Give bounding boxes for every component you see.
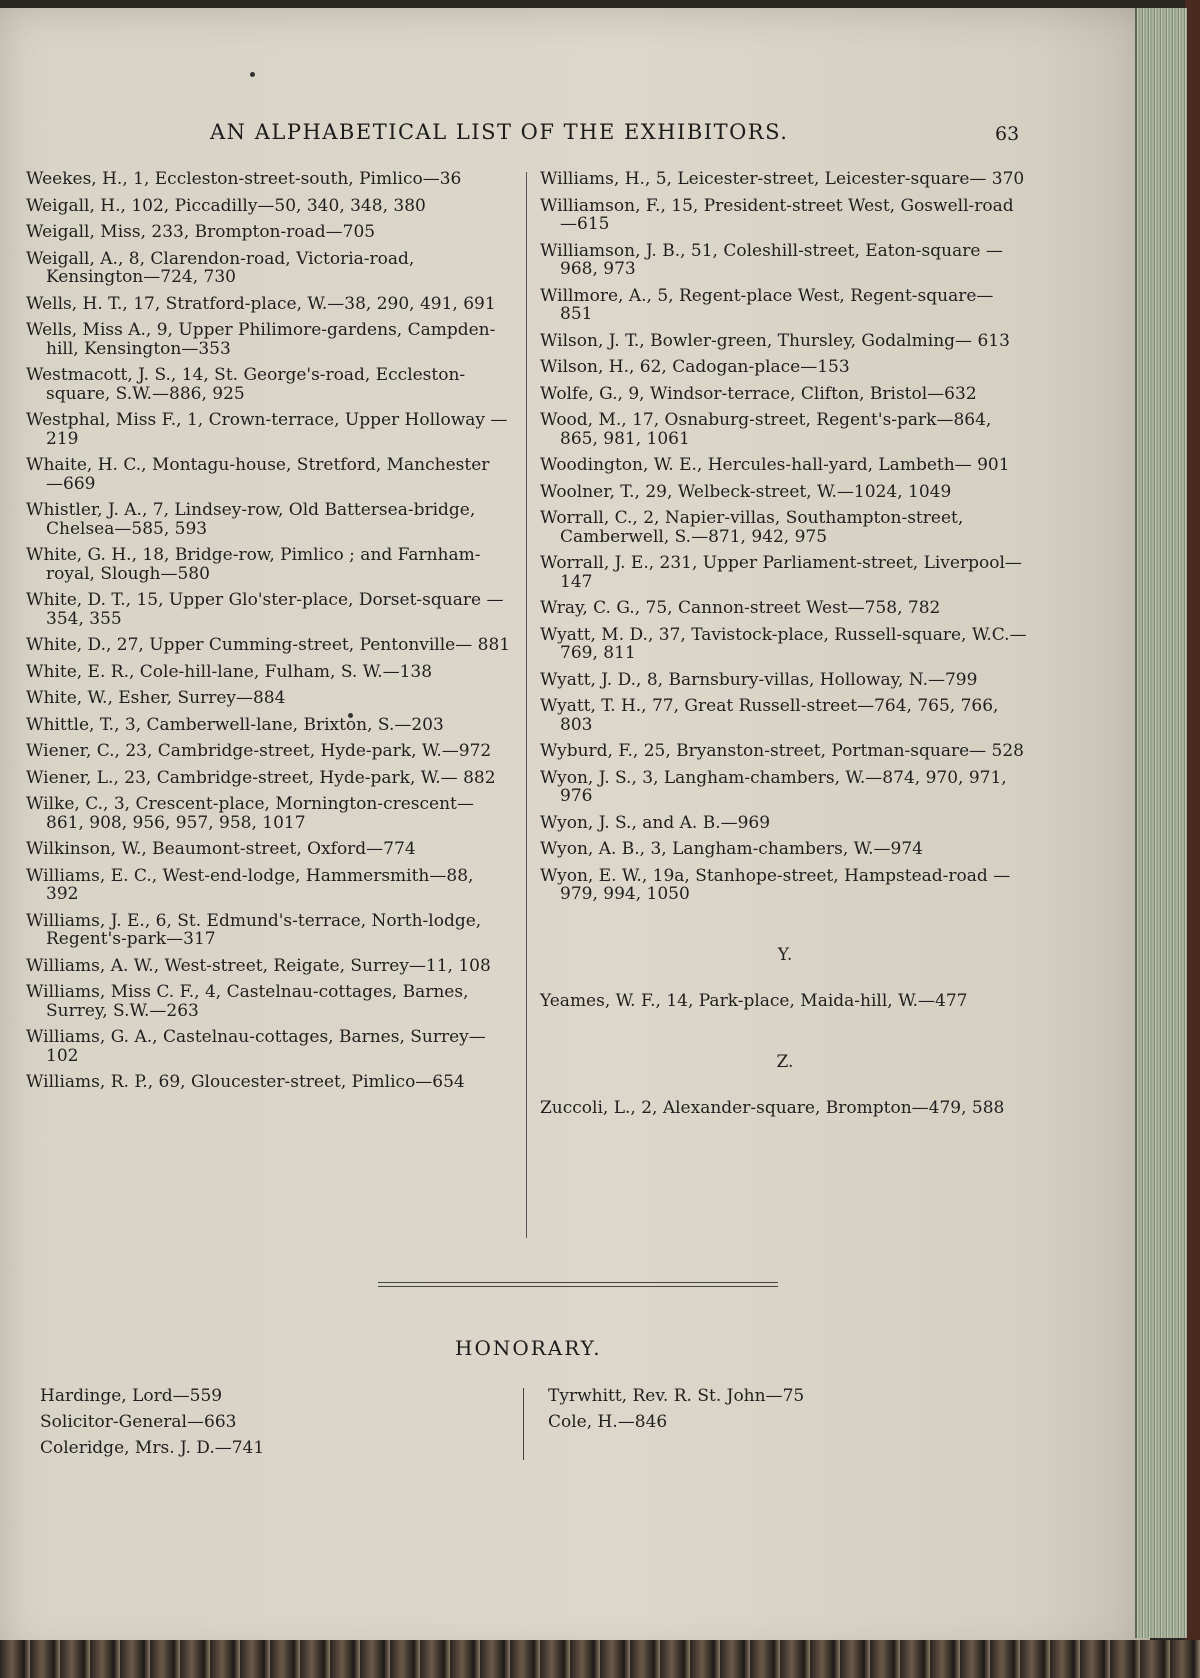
list-item: Wilkinson, W., Beaumont-street, Oxford—774: [26, 839, 416, 859]
list-item: Wilke, C., 3, Crescent-place, Mornington-crescent— 861, 908, 956, 957, 958, 1017: [26, 794, 474, 833]
list-item: Weigall, Miss, 233, Brompton-road—705: [26, 222, 376, 242]
list-item: Weigall, A., 8, Clarendon-road, Victoria-road, Kensington—724, 730: [26, 248, 415, 287]
list-item: Woodington, W. E., Hercules-hall-yard, Lambeth— 901: [540, 455, 1010, 475]
list-item: Zuccoli, L., 2, Alexander-square, Brompton—479, 588: [540, 1098, 1005, 1118]
list-item: Wyon, E. W., 19a, Stanhope-street, Hampstead-road —979, 994, 1050: [540, 865, 1011, 904]
list-item: White, E. R., Cole-hill-lane, Fulham, S. W.—138: [26, 661, 433, 682]
list-item: Yeames, W. F., 14, Park-place, Maida-hill, W.—477: [540, 991, 968, 1011]
list-item: Williams, H., 5, Leicester-street, Leicester-square— 370: [540, 169, 1025, 189]
page-title: AN ALPHABETICAL LIST OF THE EXHIBITORS.: [210, 120, 789, 144]
list-item: Whaite, H. C., Montagu-house, Stretford, Manchester —669: [26, 455, 490, 494]
list-item: Cole, H.—846: [548, 1412, 668, 1432]
list-item: Williamson, F., 15, President-street West, Goswell-road—615: [540, 195, 1014, 234]
list-item: Williams, G. A., Castelnau-cottages, Barnes, Surrey— 102: [26, 1027, 486, 1066]
list-item: Coleridge, Mrs. J. D.—741: [40, 1438, 265, 1458]
list-item: Wyburd, F., 25, Bryanston-street, Portman-square— 528: [540, 741, 1025, 761]
list-item: Williams, Miss C. F., 4, Castelnau-cottages, Barnes, Surrey, S.W.—263: [26, 982, 469, 1021]
list-item: Whittle, T., 3, Camberwell-lane, Brixton, S.—203: [26, 714, 444, 735]
list-item: Wilson, H., 62, Cadogan-place—153: [540, 357, 850, 377]
page-number: 63: [995, 123, 1020, 145]
section-letter-y: Y.: [777, 944, 793, 965]
list-item: Wells, Miss A., 9, Upper Philimore-gardens, Campden-hill, Kensington—353: [26, 320, 496, 359]
list-item: Tyrwhitt, Rev. R. St. John—75: [548, 1386, 805, 1406]
list-item: Woolner, T., 29, Welbeck-street, W.—1024, 1049: [540, 481, 952, 502]
list-item: Whistler, J. A., 7, Lindsey-row, Old Battersea-bridge, Chelsea—585, 593: [26, 500, 476, 539]
list-item: Wiener, C., 23, Cambridge-street, Hyde-park, W.—972: [26, 741, 492, 761]
right-column: [540, 170, 1030, 1126]
column-divider: [526, 172, 527, 1238]
list-item: Weigall, H., 102, Piccadilly—50, 340, 348, 380: [26, 195, 426, 216]
book-spine: [1185, 0, 1200, 1678]
list-item: White, W., Esher, Surrey—884: [26, 688, 286, 708]
list-item: Westmacott, J. S., 14, St. George's-road, Eccleston-square, S.W.—886, 925: [26, 365, 466, 404]
list-item: Wray, C. G., 75, Cannon-street West—758, 782: [540, 598, 941, 618]
list-item: Wyon, J. S., 3, Langham-chambers, W.—874, 970, 971, 976: [540, 767, 1007, 806]
left-column: [26, 170, 511, 1100]
list-item: Weekes, H., 1, Eccleston-street-south, Pimlico—36: [26, 169, 462, 189]
list-item: Wood, M., 17, Osnaburg-street, Regent's-park—864, 865, 981, 1061: [540, 410, 992, 449]
honorary-heading: HONORARY.: [455, 1336, 602, 1360]
list-item: Solicitor-General—663: [40, 1412, 237, 1432]
list-item: Wyatt, J. D., 8, Barnsbury-villas, Holloway, N.—799: [540, 669, 978, 690]
column-divider: [523, 1388, 524, 1460]
section-letter-z: Z.: [776, 1051, 794, 1072]
list-item: Williams, A. W., West-street, Reigate, Surrey—11, 108: [26, 955, 491, 976]
list-item: Wilson, J. T., Bowler-green, Thursley, Godalming— 613: [540, 330, 1010, 351]
list-item: Wiener, L., 23, Cambridge-street, Hyde-park, W.— 882: [26, 767, 496, 788]
honorary-right-list: [548, 1383, 1008, 1435]
list-item: Williams, R. P., 69, Gloucester-street, Pimlico—654: [26, 1072, 465, 1092]
section-divider: [378, 1282, 778, 1287]
list-item: Wolfe, G., 9, Windsor-terrace, Clifton, Bristol—632: [540, 383, 977, 404]
list-item: Hardinge, Lord—559: [40, 1386, 223, 1406]
list-item: Willmore, A., 5, Regent-place West, Regent-square— 851: [540, 285, 994, 324]
ink-speck: [250, 72, 255, 77]
page-edges: [1135, 8, 1187, 1638]
list-item: White, G. H., 18, Bridge-row, Pimlico ; and Farnham-royal, Slough—580: [26, 545, 481, 584]
honorary-left-list: [40, 1383, 500, 1461]
list-item: White, D., 27, Upper Cumming-street, Pentonville— 881: [26, 635, 511, 655]
list-item: Wyatt, T. H., 77, Great Russell-street—764, 765, 766, 803: [540, 696, 999, 735]
list-item: White, D. T., 15, Upper Glo'ster-place, Dorset-square —354, 355: [26, 590, 504, 629]
list-item: Wyon, A. B., 3, Langham-chambers, W.—974: [540, 839, 923, 859]
list-item: Worrall, J. E., 231, Upper Parliament-street, Liverpool—147: [540, 553, 1022, 592]
list-item: Westphal, Miss F., 1, Crown-terrace, Upper Holloway —219: [26, 410, 508, 449]
list-item: Wyatt, M. D., 37, Tavistock-place, Russell-square, W.C.—769, 811: [540, 624, 1027, 663]
list-item: Williams, J. E., 6, St. Edmund's-terrace, North-lodge, Regent's-park—317: [26, 910, 482, 949]
book-cover-strip: [0, 1640, 1200, 1678]
list-item: Williamson, J. B., 51, Coleshill-street, Eaton-square —968, 973: [540, 240, 1003, 279]
list-item: Wyon, J. S., and A. B.—969: [540, 812, 771, 833]
list-item: Williams, E. C., West-end-lodge, Hammersmith—88, 392: [26, 865, 474, 904]
list-item: Worrall, C., 2, Napier-villas, Southampton-street, Camberwell, S.—871, 942, 975: [540, 508, 964, 547]
list-item: Wells, H. T., 17, Stratford-place, W.—38, 290, 491, 691: [26, 293, 496, 314]
